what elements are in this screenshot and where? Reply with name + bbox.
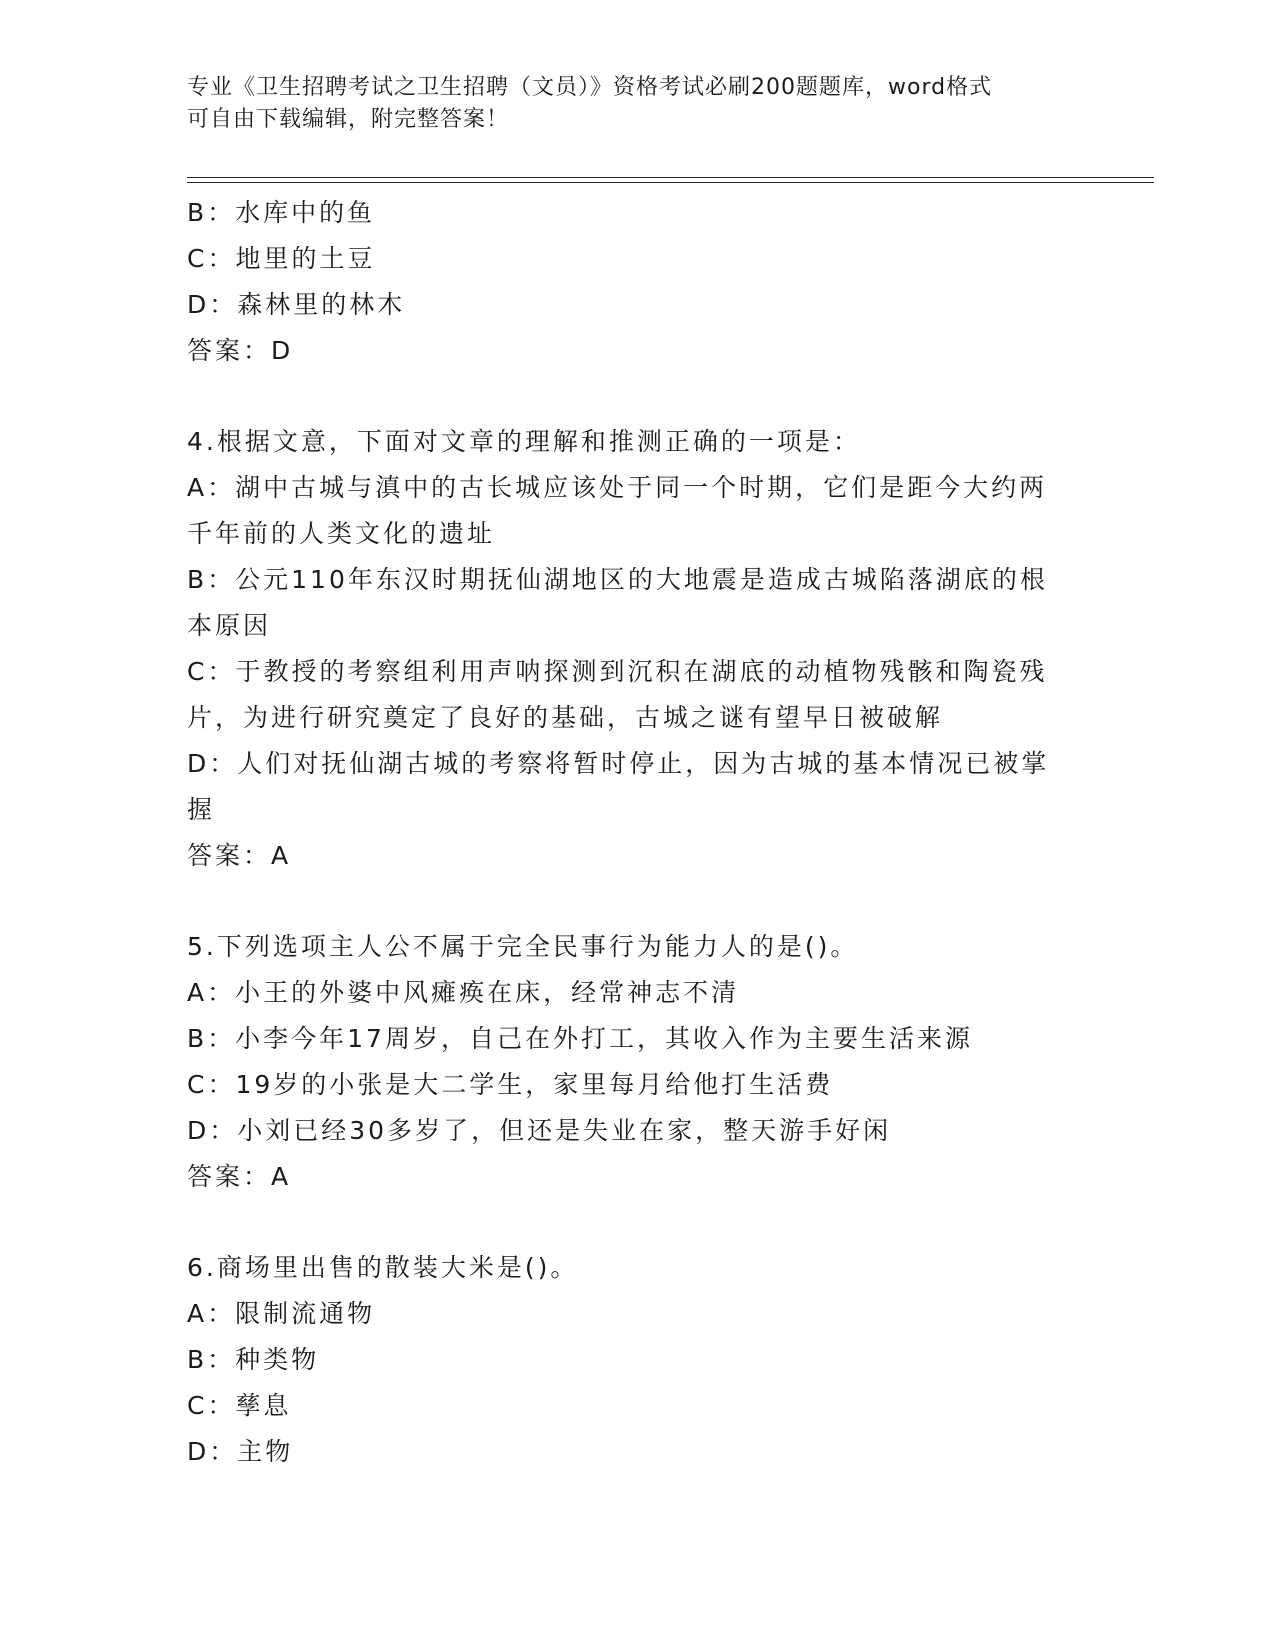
q4-option-b: B：公元110年东汉时期抚仙湖地区的大地震是造成古城陷落湖底的根	[187, 565, 1048, 594]
question-5	[187, 924, 1087, 1200]
header-divider-top	[187, 177, 1154, 178]
q4-question: 4.根据文意，下面对文章的理解和推测正确的一项是：	[187, 427, 861, 456]
q3-option-c: C：地里的土豆	[187, 244, 376, 273]
spacer	[187, 374, 1087, 419]
question-list	[187, 190, 1087, 1475]
q6-option-b: B：种类物	[187, 1345, 320, 1374]
q5-answer: 答案：A	[187, 1162, 292, 1191]
q4-option-d: D：人们对抚仙湖古城的考察将暂时停止，因为古城的基本情况已被掌	[187, 749, 1050, 778]
question-6	[187, 1245, 1087, 1475]
q6-option-a: A：限制流通物	[187, 1299, 376, 1328]
q6-option-d: D：主物	[187, 1437, 294, 1466]
q6-option-c: C：孳息	[187, 1391, 292, 1420]
q3-option-b: B：水库中的鱼	[187, 198, 376, 227]
q5-option-b: B：小李今年17周岁，自己在外打工，其收入作为主要生活来源	[187, 1024, 973, 1053]
q3-option-d: D：森林里的林木	[187, 290, 406, 319]
q5-option-c: C：19岁的小张是大二学生，家里每月给他打生活费	[187, 1070, 834, 1099]
q4-answer: 答案：A	[187, 841, 292, 870]
spacer	[187, 1200, 1087, 1245]
q4-option-d-cont: 握	[187, 795, 216, 824]
q4-option-a: A：湖中古城与滇中的古长城应该处于同一个时期，它们是距今大约两	[187, 473, 1048, 502]
q4-option-c: C：于教授的考察组利用声呐探测到沉积在湖底的动植物残骸和陶瓷残	[187, 657, 1048, 686]
q5-question: 5.下列选项主人公不属于完全民事行为能力人的是()。	[187, 932, 859, 961]
question-3	[187, 190, 1087, 374]
document-header	[187, 72, 1067, 136]
q6-question: 6.商场里出售的散装大米是()。	[187, 1253, 579, 1282]
question-4	[187, 419, 1087, 879]
header-line-2: 可自由下载编辑，附完整答案！	[187, 107, 510, 132]
q4-option-b-cont: 本原因	[187, 611, 272, 640]
spacer	[187, 879, 1087, 924]
q5-option-d: D：小刘已经30多岁了，但还是失业在家，整天游手好闲	[187, 1116, 892, 1145]
q4-option-c-cont: 片，为进行研究奠定了良好的基础，古城之谜有望早日被破解	[187, 703, 944, 732]
header-divider-bottom	[187, 182, 1154, 183]
q3-answer: 答案：D	[187, 336, 294, 365]
q5-option-a: A：小王的外婆中风瘫痪在床，经常神志不清	[187, 978, 740, 1007]
q4-option-a-cont: 千年前的人类文化的遗址	[187, 519, 496, 548]
header-line-1: 专业《卫生招聘考试之卫生招聘（文员）》资格考试必刷200题题库，word格式	[187, 75, 993, 100]
